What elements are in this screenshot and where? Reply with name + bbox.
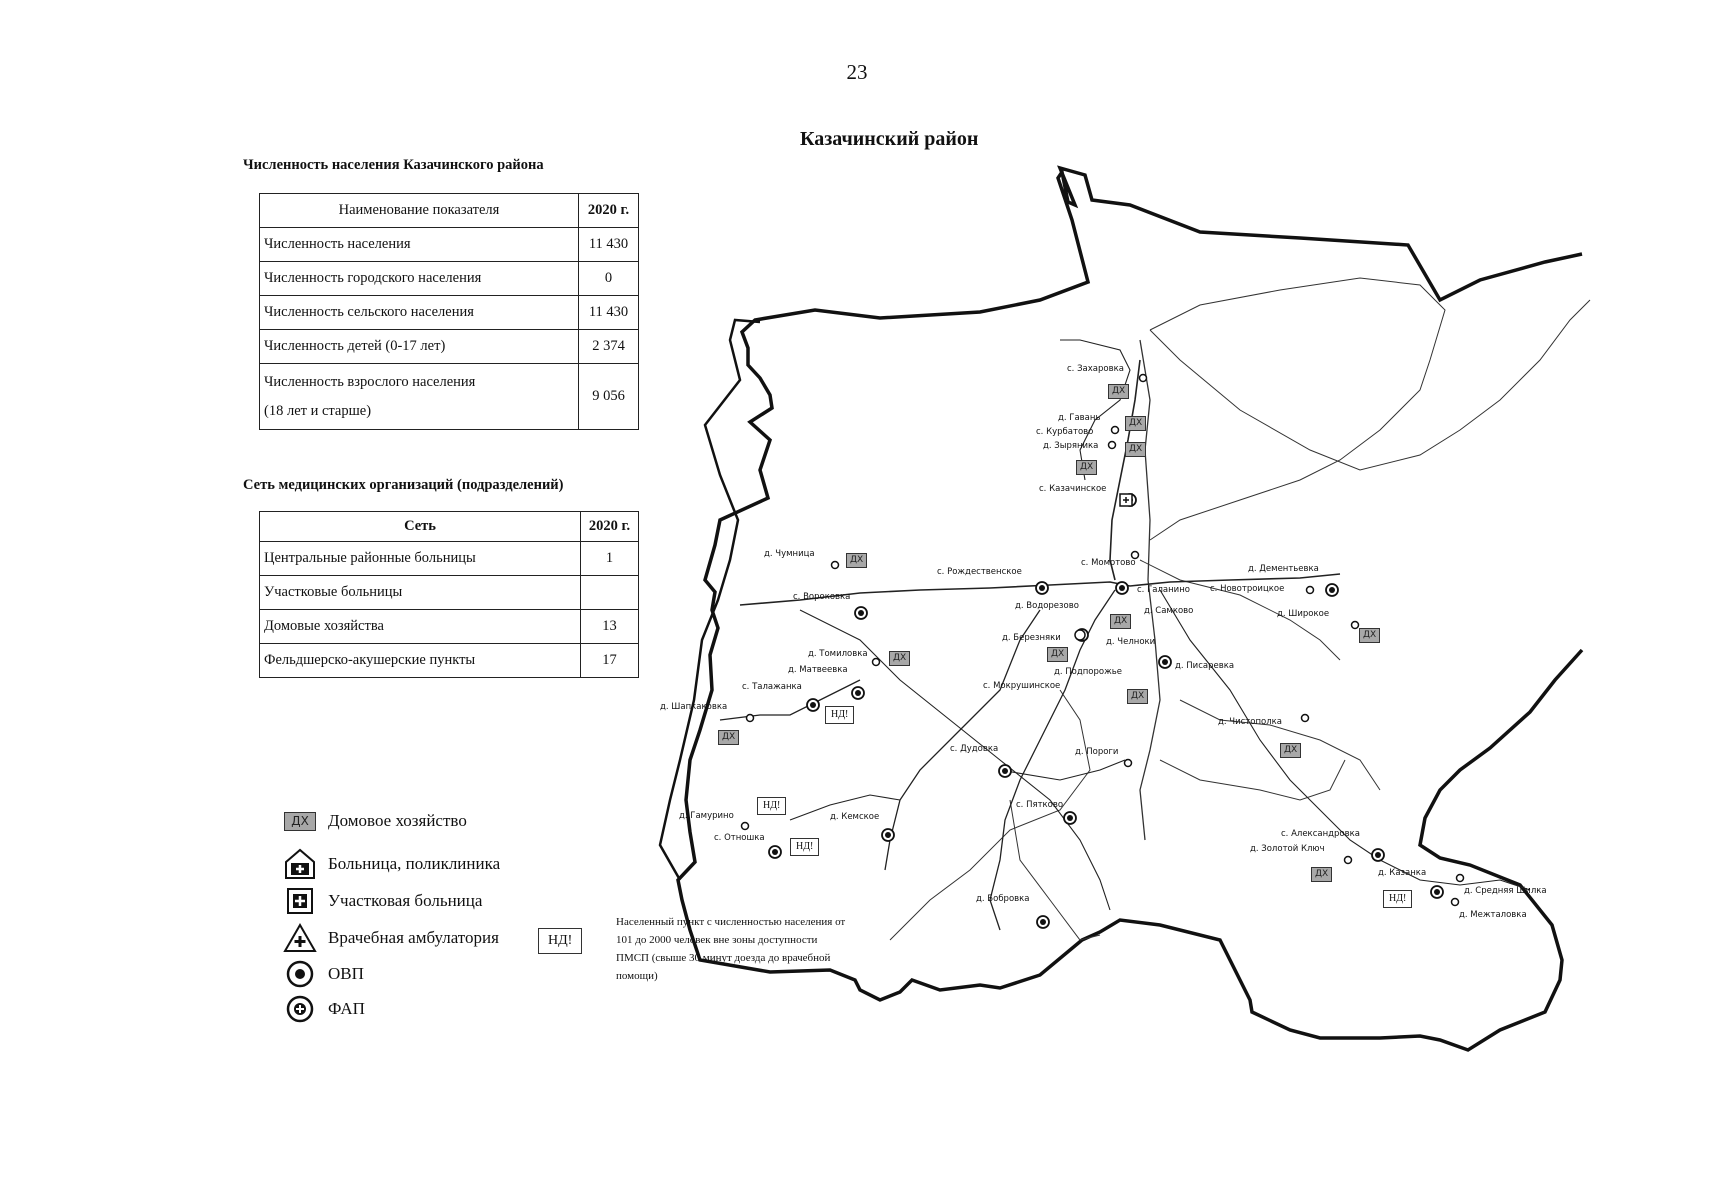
household-badge: ДХ bbox=[718, 730, 739, 745]
row-label: Численность населения bbox=[260, 228, 579, 262]
network-header-year: 2020 г. bbox=[581, 512, 639, 542]
fap-icon bbox=[852, 687, 864, 699]
place-label: с. Курбатово bbox=[1036, 427, 1094, 437]
place-label: д. Гамурино bbox=[679, 811, 734, 821]
row-value: 2 374 bbox=[579, 330, 639, 364]
fap-icon bbox=[769, 846, 781, 858]
fap-icon bbox=[882, 829, 894, 841]
road bbox=[1060, 340, 1130, 480]
fap-icon bbox=[1036, 582, 1048, 594]
place-label: д. Водорезово bbox=[1015, 601, 1079, 611]
place-label: д. Межталовка bbox=[1459, 910, 1527, 920]
place-label: д. Кемское bbox=[830, 812, 880, 822]
place-label: с. Галанино bbox=[1137, 585, 1190, 595]
settlement-marker bbox=[747, 715, 754, 722]
household-badge: ДХ bbox=[284, 812, 316, 831]
row-label: Численность городского населения bbox=[260, 262, 579, 296]
settlement-marker bbox=[1352, 622, 1359, 629]
household-badge: ДХ bbox=[889, 651, 910, 666]
settlement-marker bbox=[1302, 715, 1309, 722]
settlement-marker bbox=[1125, 760, 1132, 767]
settlement-marker bbox=[1307, 587, 1314, 594]
row-value: 11 430 bbox=[579, 296, 639, 330]
place-label: с. Мокрушинское bbox=[983, 681, 1061, 691]
household-badge: ДХ bbox=[846, 553, 867, 568]
settlement-marker bbox=[742, 823, 749, 830]
row-label: Численность детей (0-17 лет) bbox=[260, 330, 579, 364]
household-badge: ДХ bbox=[1280, 743, 1301, 758]
row-value: 1 bbox=[581, 542, 639, 576]
fap-icon bbox=[1075, 630, 1085, 640]
place-label: д. Березняки bbox=[1002, 633, 1061, 643]
population-header-year: 2020 г. bbox=[579, 194, 639, 228]
household-badge: ДХ bbox=[1110, 614, 1131, 629]
road bbox=[885, 610, 1040, 870]
map-title: Казачинский район bbox=[800, 128, 979, 150]
place-label: д. Чистополка bbox=[1218, 717, 1282, 727]
network-header-name: Сеть bbox=[260, 512, 581, 542]
legend-label: ОВП bbox=[328, 964, 364, 983]
fap-icon bbox=[1372, 849, 1384, 861]
place-label: д. Челноки bbox=[1106, 637, 1156, 647]
place-label: д. Гавань bbox=[1058, 413, 1101, 423]
place-label: с. Захаровка bbox=[1067, 364, 1124, 374]
nd-badge: НД! bbox=[757, 797, 786, 815]
place-label: с. Александровка bbox=[1281, 829, 1360, 839]
nd-legend-text: Населенный пункт с численностью населения от 101 до 2000 человек вне зоны доступности ПМСП (свыше 30 минут доезда до врачебной помощи) bbox=[616, 916, 846, 982]
place-label: с. Новотроицкое bbox=[1210, 584, 1285, 594]
place-label: д. Казанка bbox=[1378, 868, 1427, 878]
settlement-marker bbox=[1345, 857, 1352, 864]
river bbox=[1010, 800, 1100, 940]
place-label: с. Рождественское bbox=[937, 567, 1022, 577]
district-border bbox=[678, 168, 1582, 1050]
fap-icon bbox=[1159, 656, 1171, 668]
fap-icon bbox=[1116, 582, 1128, 594]
place-label: с. Пятково bbox=[1016, 800, 1064, 810]
row-value: 13 bbox=[581, 610, 639, 644]
population-table-title: Численность населения Казачинского района bbox=[243, 157, 544, 173]
row-label: Домовые хозяйства bbox=[260, 610, 581, 644]
row-label: Фельдшерско-акушерские пункты bbox=[260, 644, 581, 678]
place-label: с. Момотово bbox=[1081, 558, 1136, 568]
fap-icon bbox=[855, 607, 867, 619]
nd-badge: НД! bbox=[825, 706, 854, 724]
network-table-title: Сеть медицинских организаций (подразделений) bbox=[243, 477, 564, 493]
place-label: д. Чумница bbox=[764, 549, 815, 559]
household-badge: ДХ bbox=[1125, 416, 1146, 431]
row-value: 17 bbox=[581, 644, 639, 678]
river bbox=[1160, 760, 1345, 800]
place-label: с. Талажанка bbox=[742, 682, 802, 692]
settlement-marker bbox=[1109, 442, 1116, 449]
river bbox=[1150, 278, 1445, 540]
settlement-marker bbox=[832, 562, 839, 569]
page-number: 23 bbox=[846, 60, 868, 84]
nd-legend-badge: НД! bbox=[538, 928, 582, 954]
legend-label: Больница, поликлиника bbox=[328, 854, 501, 873]
fap-icon bbox=[999, 765, 1011, 777]
place-label: с. Вороковка bbox=[793, 592, 851, 602]
road bbox=[1000, 760, 1125, 780]
fap-icon bbox=[1326, 584, 1338, 596]
place-label: д. Бобровка bbox=[976, 894, 1030, 904]
settlement-marker bbox=[873, 659, 880, 666]
place-label: с. Отношка bbox=[714, 833, 765, 843]
place-label: с. Казачинское bbox=[1039, 484, 1107, 494]
place-label: д. Пороги bbox=[1075, 747, 1119, 757]
place-label: д. Дементьевка bbox=[1248, 564, 1319, 574]
settlement-marker bbox=[1452, 899, 1459, 906]
place-label: д. Средняя Шилка bbox=[1464, 886, 1547, 896]
legend-label: Домовое хозяйство bbox=[328, 811, 467, 830]
legend-label: Врачебная амбулатория bbox=[328, 928, 499, 947]
place-label: д. Зыряника bbox=[1043, 441, 1099, 451]
nd-badge: НД! bbox=[790, 838, 819, 856]
household-badge: ДХ bbox=[1311, 867, 1332, 882]
row-label-line2: (18 лет и старше) bbox=[264, 402, 372, 419]
household-badge: ДХ bbox=[1127, 689, 1148, 704]
settlement-marker bbox=[1112, 427, 1119, 434]
place-label: д. Широкое bbox=[1277, 609, 1330, 619]
nd-badge: НД! bbox=[1383, 890, 1412, 908]
legend-label: Участковая больница bbox=[328, 891, 483, 910]
place-label: д. Самково bbox=[1144, 606, 1194, 616]
place-label: д. Томиловка bbox=[808, 649, 868, 659]
place-label: с. Дудовка bbox=[950, 744, 999, 754]
row-value: 0 bbox=[579, 262, 639, 296]
fap-icon bbox=[1037, 916, 1049, 928]
row-label: Центральные районные больницы bbox=[260, 542, 581, 576]
yenisei-river bbox=[660, 320, 760, 880]
fap-icon bbox=[1064, 812, 1076, 824]
settlement-marker bbox=[1457, 875, 1464, 882]
row-value: 9 056 bbox=[579, 364, 639, 430]
row-label-line1: Численность взрослого населения bbox=[264, 373, 476, 390]
place-label: д. Шапкаковка bbox=[660, 702, 728, 712]
household-badge: ДХ bbox=[1047, 647, 1068, 662]
row-value: 11 430 bbox=[579, 228, 639, 262]
fap-icon bbox=[1431, 886, 1443, 898]
row-label: Участковые больницы bbox=[260, 576, 581, 610]
fap-icon bbox=[807, 699, 819, 711]
household-badge: ДХ bbox=[1108, 384, 1129, 399]
place-label: д. Подпорожье bbox=[1054, 667, 1122, 677]
place-label: д. Золотой Ключ bbox=[1250, 844, 1325, 854]
household-badge: ДХ bbox=[1359, 628, 1380, 643]
household-badge: ДХ bbox=[1125, 442, 1146, 457]
place-label: д. Писаревка bbox=[1175, 661, 1235, 671]
river bbox=[1150, 300, 1590, 470]
district-hospital-icon bbox=[1120, 494, 1132, 506]
row-label: Численность сельского населения bbox=[260, 296, 579, 330]
legend-label: ФАП bbox=[328, 999, 365, 1018]
household-badge: ДХ bbox=[1076, 460, 1097, 475]
settlement-marker bbox=[1140, 375, 1147, 382]
place-label: д. Матвеевка bbox=[788, 665, 848, 675]
population-header-indicator: Наименование показателя bbox=[260, 194, 579, 228]
